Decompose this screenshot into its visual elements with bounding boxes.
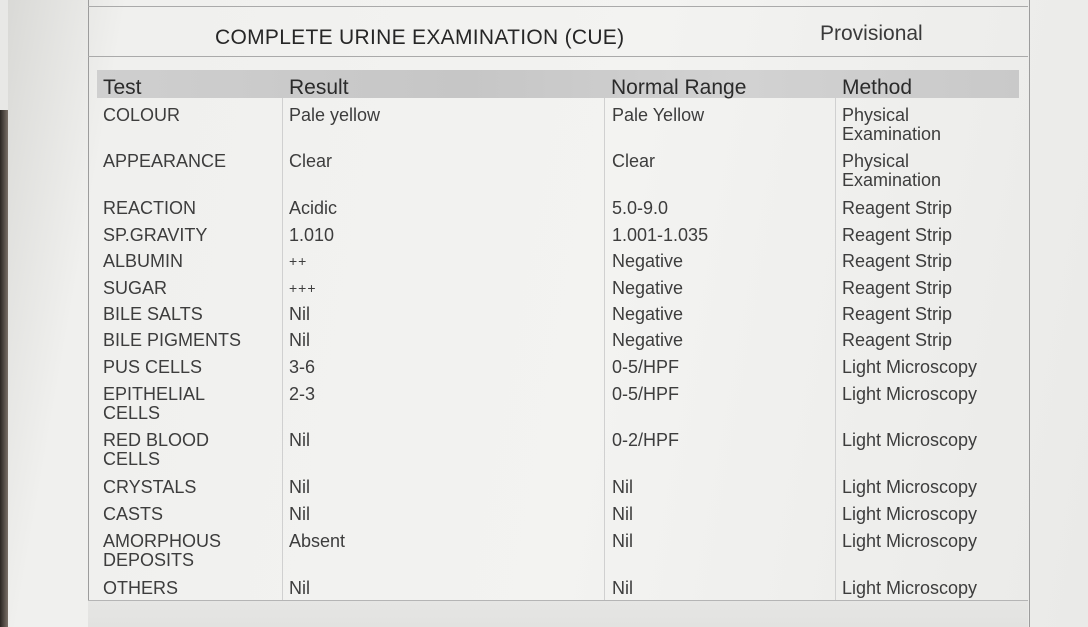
normal-range-cell: Negative bbox=[612, 278, 684, 298]
test-cell: PUS CELLS bbox=[103, 357, 203, 377]
method-cell: Reagent Strip bbox=[842, 198, 953, 218]
normal-range-cell: Pale Yellow bbox=[612, 105, 705, 125]
method-cell: Physical Examination bbox=[842, 151, 942, 190]
column-divider bbox=[282, 98, 283, 605]
result-cell: 3-6 bbox=[289, 357, 316, 377]
test-cell: CRYSTALS bbox=[103, 477, 197, 497]
result-cell: Nil bbox=[289, 504, 310, 524]
result-cell: Nil bbox=[289, 304, 310, 324]
top-rule bbox=[88, 6, 1028, 7]
normal-range-cell: Negative bbox=[612, 251, 684, 271]
normal-range-cell: Nil bbox=[612, 477, 633, 497]
test-cell: AMORPHOUS DEPOSITS bbox=[103, 531, 222, 570]
test-cell: SUGAR bbox=[103, 278, 168, 298]
method-cell: Light Microscopy bbox=[842, 531, 978, 551]
method-cell: Reagent Strip bbox=[842, 225, 953, 245]
test-cell: BILE PIGMENTS bbox=[103, 330, 242, 350]
column-divider bbox=[604, 98, 605, 605]
result-cell: Nil bbox=[289, 578, 310, 598]
normal-range-cell: 1.001-1.035 bbox=[612, 225, 709, 245]
method-cell: Light Microscopy bbox=[842, 477, 978, 497]
test-cell: OTHERS bbox=[103, 578, 179, 598]
header-test: Test bbox=[103, 76, 142, 99]
header-method: Method bbox=[842, 76, 913, 99]
test-cell: ALBUMIN bbox=[103, 251, 184, 271]
test-cell: RED BLOOD CELLS bbox=[103, 430, 210, 469]
normal-range-cell: 0-5/HPF bbox=[612, 384, 680, 404]
method-cell: Light Microscopy bbox=[842, 504, 978, 524]
result-cell: Absent bbox=[289, 531, 346, 551]
result-cell: Acidic bbox=[289, 198, 338, 218]
method-cell: Light Microscopy bbox=[842, 430, 978, 450]
bottom-band bbox=[88, 601, 1028, 627]
test-cell: EPITHELIAL CELLS bbox=[103, 384, 206, 423]
method-cell: Reagent Strip bbox=[842, 330, 953, 350]
normal-range-cell: Nil bbox=[612, 531, 633, 551]
normal-range-cell: 5.0-9.0 bbox=[612, 198, 669, 218]
result-cell: ++ bbox=[289, 253, 308, 269]
normal-range-cell: Negative bbox=[612, 304, 684, 324]
method-cell: Light Microscopy bbox=[842, 578, 978, 598]
test-cell: APPEARANCE bbox=[103, 151, 227, 171]
test-cell: BILE SALTS bbox=[103, 304, 203, 324]
method-cell: Reagent Strip bbox=[842, 278, 953, 298]
normal-range-cell: Nil bbox=[612, 578, 633, 598]
report-status: Provisional bbox=[820, 22, 923, 45]
method-cell: Light Microscopy bbox=[842, 384, 978, 404]
result-cell: +++ bbox=[289, 280, 317, 296]
test-cell: COLOUR bbox=[103, 105, 181, 125]
normal-range-cell: 0-5/HPF bbox=[612, 357, 680, 377]
result-cell: Nil bbox=[289, 330, 310, 350]
column-divider bbox=[835, 98, 836, 605]
method-cell: Physical Examination bbox=[842, 105, 942, 144]
normal-range-cell: Clear bbox=[612, 151, 656, 171]
test-cell: SP.GRAVITY bbox=[103, 225, 208, 245]
normal-range-cell: Negative bbox=[612, 330, 684, 350]
title-rule bbox=[88, 56, 1028, 57]
report-title: COMPLETE URINE EXAMINATION (CUE) bbox=[215, 26, 625, 49]
normal-range-cell: 0-2/HPF bbox=[612, 430, 680, 450]
method-cell: Reagent Strip bbox=[842, 251, 953, 271]
test-cell: CASTS bbox=[103, 504, 164, 524]
header-result: Result bbox=[289, 76, 349, 99]
normal-range-cell: Nil bbox=[612, 504, 633, 524]
background-edge bbox=[0, 110, 8, 627]
result-cell: Clear bbox=[289, 151, 333, 171]
method-cell: Reagent Strip bbox=[842, 304, 953, 324]
result-cell: Nil bbox=[289, 477, 310, 497]
result-cell: Pale yellow bbox=[289, 105, 381, 125]
result-cell: 2-3 bbox=[289, 384, 316, 404]
test-cell: REACTION bbox=[103, 198, 197, 218]
result-cell: Nil bbox=[289, 430, 310, 450]
header-normal-range: Normal Range bbox=[611, 76, 747, 99]
result-cell: 1.010 bbox=[289, 225, 335, 245]
method-cell: Light Microscopy bbox=[842, 357, 978, 377]
